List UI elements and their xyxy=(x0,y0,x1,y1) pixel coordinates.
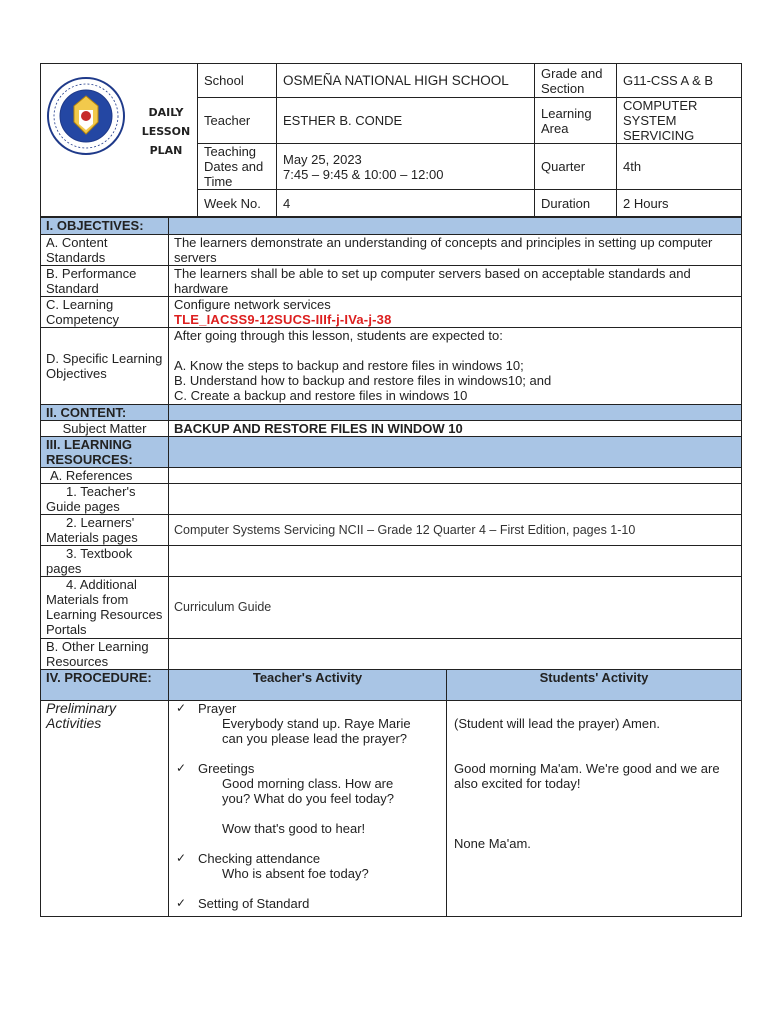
specific-objective-b: B. Understand how to backup and restore files in windows10; and xyxy=(174,373,552,388)
teachers-guide-value xyxy=(169,484,742,515)
date-text: May 25, 2023 xyxy=(283,151,362,167)
specific-objective-c: C. Create a backup and restore files in windows 10 xyxy=(174,388,468,403)
grade-section-label: Grade and Section xyxy=(535,64,617,98)
quarter-value: 4th xyxy=(617,144,742,190)
prayer-line-2: can you please lead the prayer? xyxy=(222,731,408,746)
lesson-plan-table xyxy=(40,217,742,917)
greetings-line-1: Good morning class. How are xyxy=(222,776,394,791)
performance-standard-row xyxy=(41,266,742,297)
spacer xyxy=(454,791,736,806)
additional-materials-label: 4. Additional Materials from Learning Resources Portals xyxy=(41,577,169,639)
objectives-header-row xyxy=(41,218,742,235)
preliminary-activities-row xyxy=(41,701,742,917)
attendance-label: Checking attendance xyxy=(198,851,321,866)
lesson-plan-title xyxy=(134,103,198,160)
procedure-header-row xyxy=(41,670,742,701)
check-icon: ✓ xyxy=(176,761,187,775)
spacer xyxy=(174,881,441,896)
quarter-label: Quarter xyxy=(535,144,617,190)
check-icon: ✓ xyxy=(176,851,187,865)
duration-label: Duration xyxy=(535,190,617,217)
competency-text: Configure network services xyxy=(174,297,331,312)
specific-intro: After going through this lesson, students are expected to: xyxy=(174,328,503,343)
spacer xyxy=(454,821,736,836)
dates-label: Teaching Dates and Time xyxy=(198,144,277,190)
learning-area-label: Learning Area xyxy=(535,98,617,144)
textbook-value xyxy=(169,546,742,577)
prayer-line-1: Everybody stand up. Raye Marie xyxy=(222,716,411,731)
student-activity-heading: Students' Activity xyxy=(447,670,742,701)
objectives-header-fill xyxy=(169,218,742,235)
preliminary-activities-label: Preliminary Activities xyxy=(41,701,169,917)
time-text: 7:45 – 9:45 & 10:00 – 12:00 xyxy=(283,166,444,182)
content-standards-text: The learners demonstrate an understanding of concepts and principles in setting up computer servers xyxy=(169,235,742,266)
week-row xyxy=(198,190,742,217)
competency-cell xyxy=(169,297,742,328)
title-line-2: LESSON xyxy=(141,125,191,138)
spacer xyxy=(454,746,736,761)
textbook-label: 3. Textbook pages xyxy=(41,546,169,577)
textbook-row xyxy=(41,546,742,577)
references-row xyxy=(41,468,742,484)
references-value xyxy=(169,468,742,484)
attendance-item xyxy=(174,851,441,866)
performance-standard-label: B. Performance Standard xyxy=(41,266,169,297)
procedure-heading: IV. PROCEDURE: xyxy=(41,670,169,701)
spacer xyxy=(174,836,441,851)
deped-seal-logo xyxy=(46,76,126,156)
student-activity-cell xyxy=(447,701,742,917)
check-icon: ✓ xyxy=(176,701,187,715)
dates-row xyxy=(198,144,742,190)
teacher-row xyxy=(198,98,742,144)
specific-objectives-cell xyxy=(169,328,742,405)
spacer xyxy=(454,731,736,746)
attendance-response: None Ma'am. xyxy=(454,836,531,851)
performance-standard-text: The learners shall be able to set up computer servers based on acceptable standards and hardware xyxy=(169,266,742,297)
learners-materials-row xyxy=(41,515,742,546)
prayer-response: (Student will lead the prayer) Amen. xyxy=(454,716,660,731)
competency-label: C. Learning Competency xyxy=(41,297,169,328)
dates-value xyxy=(277,144,535,190)
content-header-row xyxy=(41,405,742,421)
greetings-response: Good morning Ma'am. We're good and we are also excited for today! xyxy=(454,761,720,791)
teacher-label: Teacher xyxy=(198,98,277,144)
attendance-line: Who is absent foe today? xyxy=(222,866,369,881)
school-label: School xyxy=(198,64,277,98)
learners-materials-label: 2. Learners' Materials pages xyxy=(41,515,169,546)
additional-materials-row xyxy=(41,577,742,639)
references-label: A. References xyxy=(41,468,169,484)
subject-matter-label: Subject Matter xyxy=(41,421,169,437)
subject-matter-row xyxy=(41,421,742,437)
content-header-fill xyxy=(169,405,742,421)
other-resources-row xyxy=(41,639,742,670)
other-resources-label: B. Other Learning Resources xyxy=(41,639,169,670)
objectives-heading: I. OBJECTIVES: xyxy=(41,218,169,235)
spacer xyxy=(174,343,736,358)
greetings-item xyxy=(174,761,441,776)
header-info-table xyxy=(197,63,742,217)
greetings-line-3: Wow that's good to hear! xyxy=(222,821,366,836)
teacher-activity-cell xyxy=(169,701,447,917)
week-label: Week No. xyxy=(198,190,277,217)
prayer-label: Prayer xyxy=(198,701,237,716)
content-heading: II. CONTENT: xyxy=(41,405,169,421)
title-line-3: PLAN xyxy=(149,144,183,157)
other-resources-value xyxy=(169,639,742,670)
content-standards-label: A. Content Standards xyxy=(41,235,169,266)
teacher-activity-heading: Teacher's Activity xyxy=(169,670,447,701)
specific-objectives-row xyxy=(41,328,742,405)
spacer xyxy=(454,701,736,716)
competency-row xyxy=(41,297,742,328)
competency-code: TLE_IACSS9-12SUCS-IIIf-j-IVa-j-38 xyxy=(174,312,392,327)
spacer xyxy=(454,806,736,821)
specific-objectives-label: D. Specific Learning Objectives xyxy=(41,328,169,405)
grade-section-value: G11-CSS A & B xyxy=(617,64,742,98)
teacher-value: ESTHER B. CONDE xyxy=(277,98,535,144)
check-icon: ✓ xyxy=(176,896,187,910)
specific-objective-a: A. Know the steps to backup and restore files in windows 10; xyxy=(174,358,524,373)
school-value: OSMEÑA NATIONAL HIGH SCHOOL xyxy=(277,64,535,98)
learning-area-value: COMPUTER SYSTEM SERVICING xyxy=(617,98,742,144)
standard-item xyxy=(174,896,441,911)
duration-value: 2 Hours xyxy=(617,190,742,217)
prayer-item xyxy=(174,701,441,716)
teachers-guide-row xyxy=(41,484,742,515)
week-value: 4 xyxy=(277,190,535,217)
spacer xyxy=(174,746,441,761)
title-line-1: DAILY xyxy=(148,106,184,119)
resources-header-row xyxy=(41,437,742,468)
greetings-line-2: you? What do you feel today? xyxy=(222,791,395,806)
resources-header-fill xyxy=(169,437,742,468)
learners-materials-value: Computer Systems Servicing NCII – Grade 12 Quarter 4 – First Edition, pages 1-10 xyxy=(169,515,742,546)
school-row xyxy=(198,64,742,98)
teachers-guide-label: 1. Teacher's Guide pages xyxy=(41,484,169,515)
subject-matter-value: BACKUP AND RESTORE FILES IN WINDOW 10 xyxy=(169,421,742,437)
standard-label: Setting of Standard xyxy=(198,896,310,911)
greetings-label: Greetings xyxy=(198,761,255,776)
additional-materials-value: Curriculum Guide xyxy=(169,577,742,639)
spacer xyxy=(174,806,441,821)
resources-heading: III. LEARNING RESOURCES: xyxy=(41,437,169,468)
content-standards-row xyxy=(41,235,742,266)
